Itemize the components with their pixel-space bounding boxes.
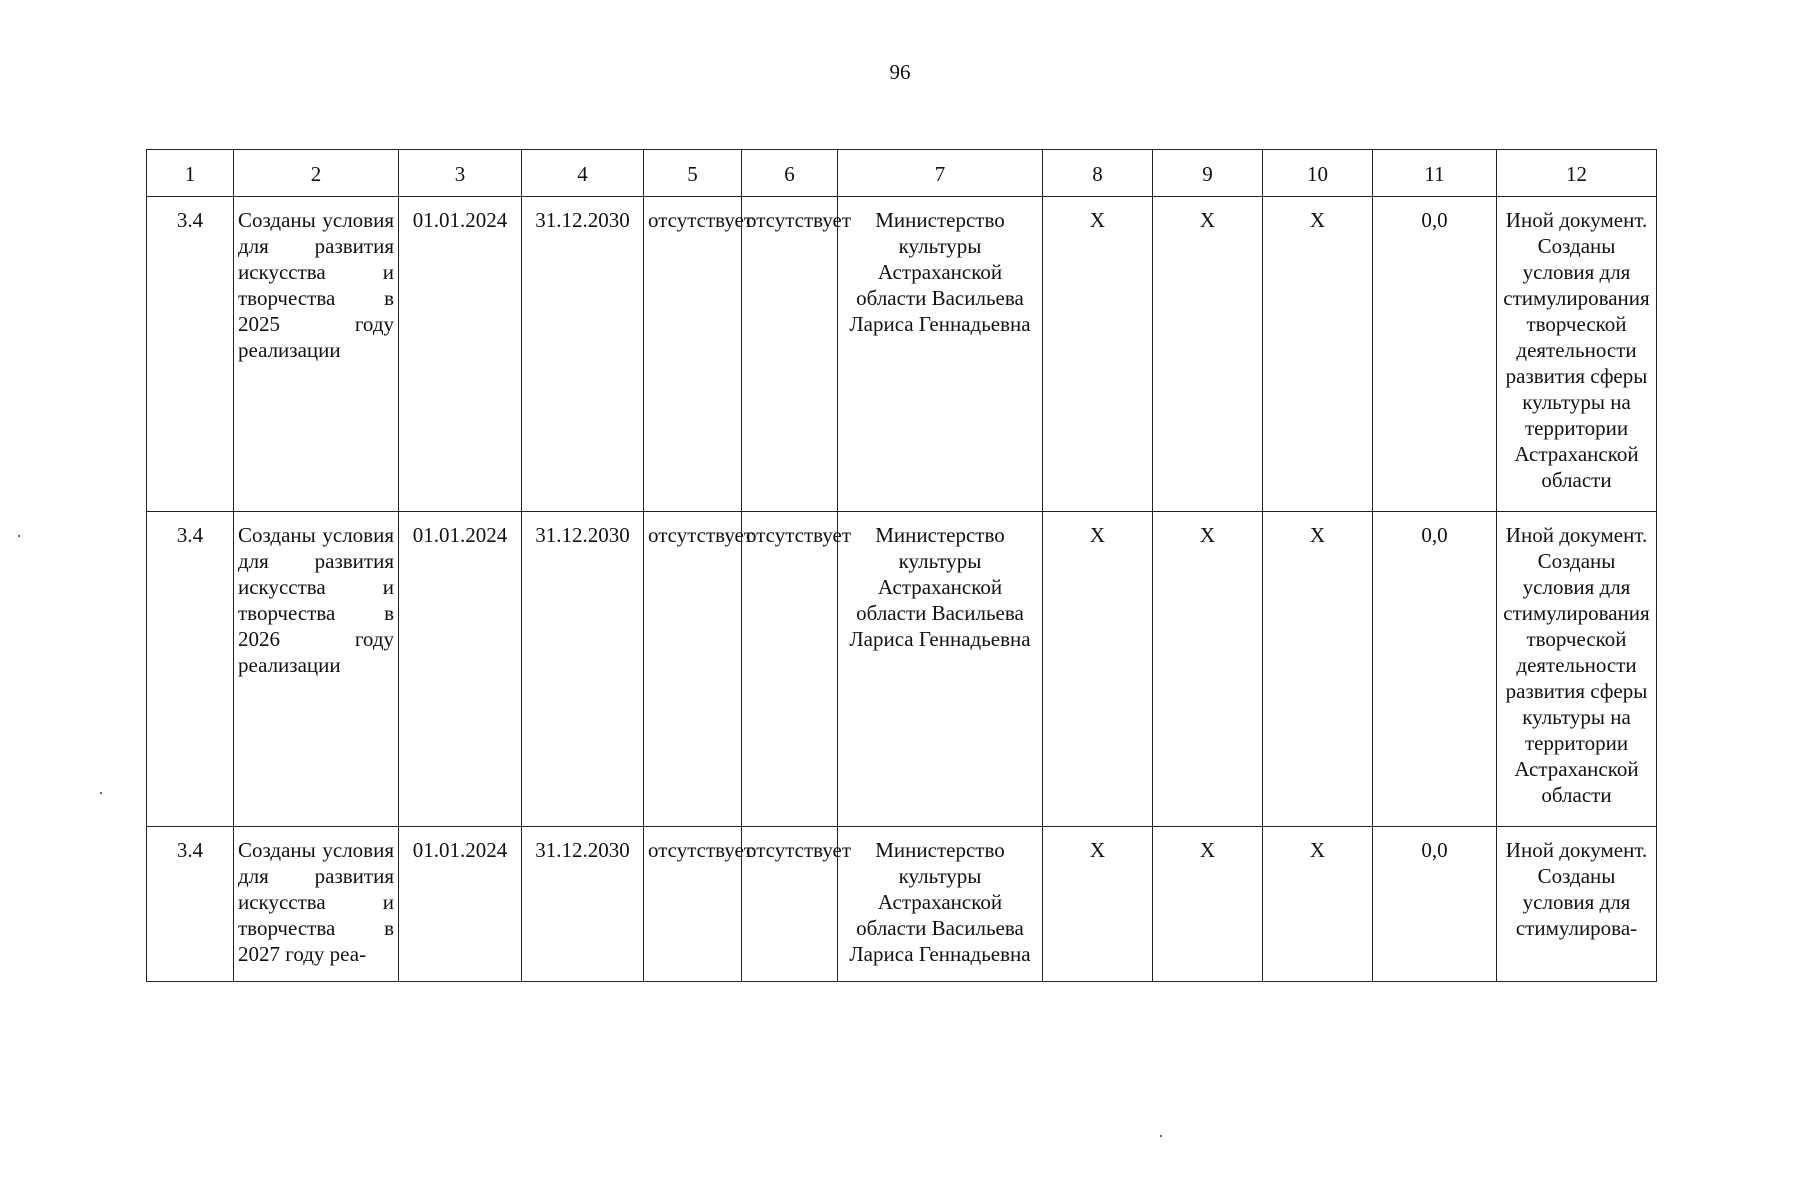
responsible-cell: Министерство культуры Астраханской области Васильева Лариса Геннадьевна <box>838 512 1043 827</box>
header-cell: 9 <box>1153 150 1263 197</box>
col6-cell: отсутствует <box>742 197 838 512</box>
header-cell: 5 <box>644 150 742 197</box>
header-cell: 8 <box>1043 150 1153 197</box>
scan-speck <box>100 792 102 794</box>
row-number-cell: 3.4 <box>147 827 234 982</box>
scan-speck <box>18 535 20 537</box>
col8-cell: Х <box>1043 827 1153 982</box>
col11-cell: 0,0 <box>1373 512 1497 827</box>
col6-cell: отсутствует <box>742 827 838 982</box>
responsible-cell <box>838 827 1043 982</box>
col10-cell: Х <box>1263 512 1373 827</box>
col5-cell: отсутствует <box>644 827 742 982</box>
start-date-cell: 01.01.2024 <box>399 197 522 512</box>
document-cell <box>1497 827 1657 982</box>
result-cell: Созданы условия для развития искусства и творчества в 2025 году реализации <box>234 197 399 512</box>
start-date-cell: 01.01.2024 <box>399 512 522 827</box>
header-cell: 6 <box>742 150 838 197</box>
header-row <box>147 150 1657 197</box>
responsible-cell: Министерство культуры Астраханской области Васильева Лариса Геннадьевна <box>838 197 1043 512</box>
result-cell: Созданы условия для развития искусства и творчества в 2026 году реализации <box>234 512 399 827</box>
end-date-cell: 31.12.2030 <box>522 197 644 512</box>
data-table <box>146 149 1657 982</box>
col9-cell: Х <box>1153 197 1263 512</box>
responsible-cell-text: Министерство культуры Астраханской области Васильева Лариса Геннадьевна <box>849 838 1031 966</box>
col9-cell: Х <box>1153 512 1263 827</box>
result-cell <box>234 827 399 982</box>
col11-cell: 0,0 <box>1373 197 1497 512</box>
header-cell: 10 <box>1263 150 1373 197</box>
col9-cell: Х <box>1153 827 1263 982</box>
col10-cell: Х <box>1263 197 1373 512</box>
header-cell: 1 <box>147 150 234 197</box>
header-cell: 12 <box>1497 150 1657 197</box>
start-date-cell: 01.01.2024 <box>399 827 522 982</box>
end-date-cell: 31.12.2030 <box>522 827 644 982</box>
col8-cell: Х <box>1043 512 1153 827</box>
header-cell: 7 <box>838 150 1043 197</box>
col11-cell: 0,0 <box>1373 827 1497 982</box>
table-row <box>147 197 1657 512</box>
col5-cell: отсутствует <box>644 512 742 827</box>
col8-cell: Х <box>1043 197 1153 512</box>
table-row <box>147 512 1657 827</box>
header-cell: 2 <box>234 150 399 197</box>
header-cell: 4 <box>522 150 644 197</box>
table-row <box>147 827 1657 982</box>
page-number: 96 <box>889 60 911 84</box>
document-cell: Иной документ. Созданы условия для стимулирования творческой деятельности развития сферы культуры на территории Астраханской области <box>1497 197 1657 512</box>
row-number-cell: 3.4 <box>147 512 234 827</box>
row-number-cell: 3.4 <box>147 197 234 512</box>
col10-cell: Х <box>1263 827 1373 982</box>
result-cell-text: Созданы условия для развития искусства и творчества в 2027 году реа- <box>238 838 394 966</box>
col5-cell: отсутствует <box>644 197 742 512</box>
scan-speck <box>1160 1135 1162 1137</box>
document-cell-text: Иной документ. Созданы условия для стимулирова- <box>1505 838 1648 940</box>
header-cell: 3 <box>399 150 522 197</box>
col6-cell: отсутствует <box>742 512 838 827</box>
end-date-cell: 31.12.2030 <box>522 512 644 827</box>
header-cell: 11 <box>1373 150 1497 197</box>
document-cell: Иной документ. Созданы условия для стимулирования творческой деятельности развития сферы культуры на территории Астраханской области <box>1497 512 1657 827</box>
